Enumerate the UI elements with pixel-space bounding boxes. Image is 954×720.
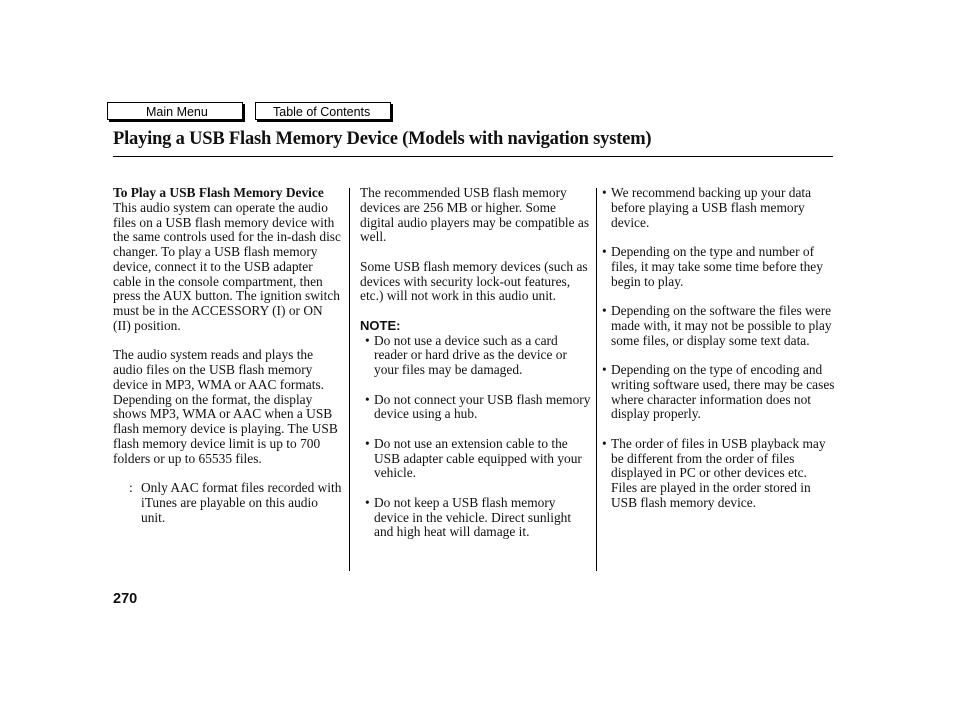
footnote-mark: : [129,480,133,495]
bullet-icon: • [602,435,607,451]
footnote [113,481,343,525]
list-item-text: The order of files in USB playback may be different from the order of files displayed in PC or other devices etc. Files are played in the order stored in USB flash memory device. [611,435,826,510]
list-item-text: Depending on the type of encoding and writing software used, there may be cases where character information does not display properly. [611,362,835,422]
list-item [360,496,592,540]
list-item [360,334,592,378]
bullet-icon: • [365,391,370,407]
list-item [597,437,835,511]
list-item [360,393,592,423]
list-item-text: Depending on the type and number of files, it may take some time before they begin to play. [611,244,823,289]
list-item-text: Do not use an extension cable to the USB adapter cable equipped with your vehicle. [374,435,582,481]
main-menu-button[interactable]: Main Menu [107,102,243,120]
column-divider [349,188,350,571]
table-of-contents-button[interactable]: Table of Contents [255,102,391,120]
list-item [597,363,835,422]
column-1 [113,186,343,525]
paragraph: Some USB flash memory devices (such as devices with security lock-out features, etc.) will not work in this audio unit. [360,258,588,304]
paragraph: This audio system can operate the audio files on a USB flash memory device with the same controls used for the in-dash disc changer. To play a USB flash memory device, connect it to the USB adapter cable in the console compartment, then press the AUX button. The ignition switch must be in the ACCESSORY (I) or ON (II) position. [113,199,341,333]
list-item [597,245,835,289]
section-heading: To Play a USB Flash Memory Device [113,185,324,200]
list-item-text: Depending on the software the files were made with, it may not be possible to play some files, or display some text data. [611,303,832,348]
list-item-text: Do not connect your USB flash memory device using a hub. [374,391,591,422]
page-title: Playing a USB Flash Memory Device (Models with navigation system) [113,129,652,149]
footnote-text: Only AAC format files recorded with iTunes are playable on this audio unit. [141,480,342,525]
bullet-icon: • [365,332,370,348]
list-item [597,304,835,348]
column-2 [360,186,592,540]
paragraph: The recommended USB flash memory devices are 256 MB or higher. Some digital audio players may be compatible as well. [360,185,590,245]
paragraph: The audio system reads and plays the audio files on the USB flash memory device in MP3, WMA or AAC formats. Depending on the format, the display shows MP3, WMA or AAC when a USB flash memory device is playing. The USB flash memory device limit is up to 700 folders or up to 65535 files. [113,347,338,466]
bullet-icon: • [602,362,607,377]
bullet-icon: • [365,435,370,451]
note-label: NOTE: [360,317,401,333]
list-item [360,437,592,481]
bullet-icon: • [365,494,370,510]
bullet-icon: • [602,303,607,318]
list-item-text: Do not keep a USB flash memory device in the vehicle. Direct sunlight and high heat will damage it. [374,494,572,540]
title-divider [113,156,833,157]
column-3 [602,185,835,511]
list-item [597,186,835,230]
bullet-icon: • [602,244,607,259]
page-number: 270 [113,591,138,607]
bullet-icon: • [602,185,607,200]
list-item-text: We recommend backing up your data before playing a USB flash memory device. [611,185,812,230]
list-item-text: Do not use a device such as a card reader or hard drive as the device or your files may be damaged. [374,332,567,377]
